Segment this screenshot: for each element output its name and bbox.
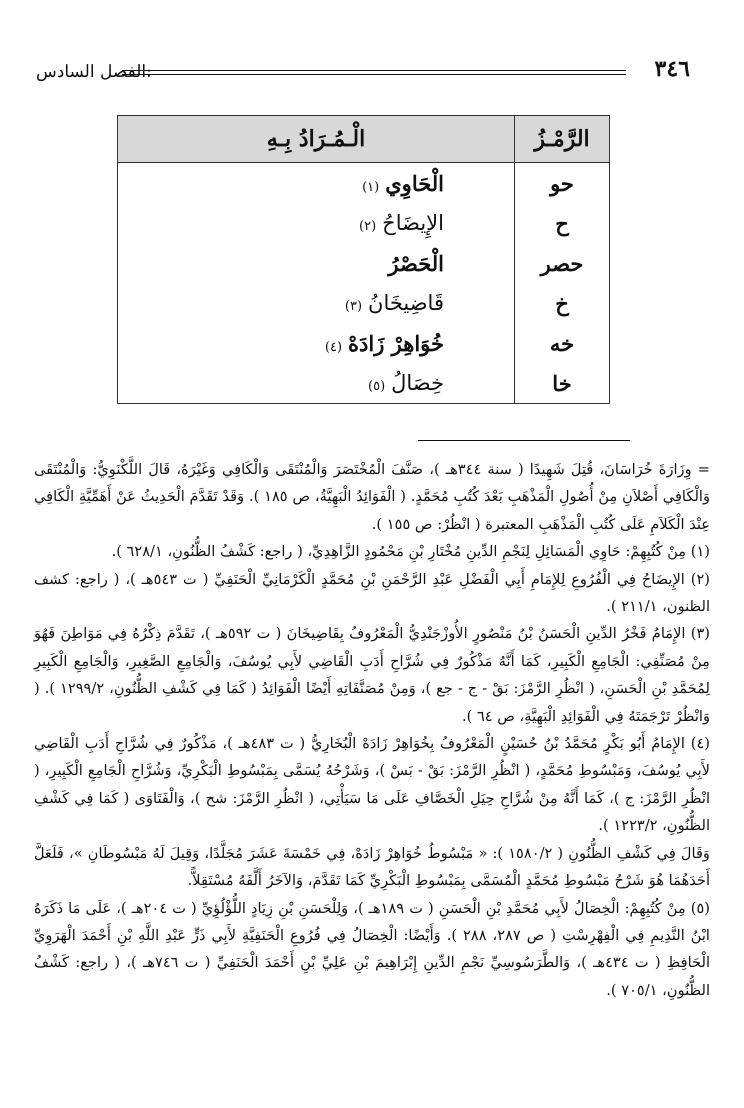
codes-table bbox=[117, 115, 610, 404]
table-row bbox=[118, 203, 610, 243]
footnote-paragraph: = وِزَارَةَ خُرَاسَانَ، قُتِلَ شَهِيدًا ( سنة ٣٤٤هـ )، صَنَّفَ الْمُخْتَصَرَ وَالْمُنْتَقَى وَالْكَافِي وَغَيْرَهُ، قَالَ اللَّكْنَوِيُّ: وَالْمُنْتَقَى وَالْكَافِي أَصْلاَنِ مِنْ أُصُولِ الْمَذْهَبِ بَعْدَ كُتُبِ مُحَمَّدٍ. ( الْفَوَائِدُ الْبَهِيَّةُ، ص ١٨٥ ). وَقَدْ تَقَدَّمَ الْحَدِيثُ عَنْ أَهَمِّيَّةِ الْكَافِي عِنْدَ الْكَلاَمِ عَلَى كُتُبِ الْمَذْهَبِ المعتبرة ( انْظُرْ: ص ١٥٥ ). bbox=[34, 461, 710, 533]
code-cell: ح bbox=[515, 203, 610, 243]
footnote-paragraph: (١) مِنْ كُتُبِهِمْ: حَاوِي الْمَسَائِلِ لِنَجْمِ الدِّينِ مُخْتَارِ بْنِ مَحْمُودٍ الزَّاهِدِيِّ، ( راجع: كَشْفُ الظُّنُونِ، ٦٢٨/١ ). bbox=[111, 543, 710, 561]
table-row bbox=[118, 163, 610, 204]
footnote-paragraph: (٥) مِنْ كُتُبِهِمْ: الْخِصَالُ لأَبِي مُحَمَّدِ بْنِ الْحَسَنِ ( ت ١٨٩هـ )، وَلِلْحَسَنِ بْنِ زِيَادٍ اللُّؤْلُؤِيِّ ( ت ٢٠٤هـ )، عَلَى مَا ذَكَرَهُ ابْنُ النَّدِيمِ فِي الْفِهْرِسْتِ ( ص ٢٨٧، ٢٨٨ ). وَأَيْضًا: الْخِصَالُ فِي فُرُوعِ الْحَنَفِيَّةِ لأَبِي ذَرٍّ عَبْدِ اللَّهِ بْنِ أَحْمَدَ الْهَرَوِيِّ الْحَافِظِ ( ت ٤٣٤هـ )، وَالطَّرَسُوسِيِّ نَجْمِ الدِّينِ إِبْرَاهِيمَ بْنِ عَلِيِّ بْنِ أَحْمَدَ الْحَنَفِيِّ ( ت ٧٤٦هـ )، ( راجع: كَشْفُ الظُّنُونِ، ٧٠٥/١ ). bbox=[34, 899, 711, 999]
meaning-cell bbox=[118, 203, 515, 243]
header-rule bbox=[122, 70, 626, 71]
footnote-paragraph: (٢) الإِيضَاحُ فِي الْفُرُوعِ لِلإِمَامِ أَبِي الْفَضْلِ عَبْدِ الرَّحْمَنِ بْنِ مُحَمَّدٍ الْكَرْمَانِيِّ الْحَنَفِيِّ ( ت ٥٤٣هـ )، ( راجع: كشف الظنون، ٢١١/١ ). bbox=[34, 570, 710, 616]
table-row bbox=[118, 283, 610, 323]
table-body bbox=[118, 163, 610, 404]
code-cell: خه bbox=[515, 323, 610, 363]
meaning-text: الإِيضَاحُ bbox=[382, 211, 444, 235]
table-row bbox=[118, 243, 610, 283]
column-header-code: الرَّمْـزُ bbox=[515, 116, 610, 163]
footnote-marker: (٣) bbox=[344, 299, 363, 314]
footnote-paragraph: (٣) الإِمَامُ فَخْرُ الدِّينِ الْحَسَنُ بْنُ مَنْصُورٍ الأُوزْجَنْدِيُّ الْمَعْرُوفُ بِقَاضِيخَانَ ( ت ٥٩٢هـ )، تَقَدَّمَ ذِكْرُهُ فِي مَوَاطِنَ فَهُوَ مِنْ مُصَنِّفِي: الْجَامِعِ الْكَبِيرِ، كَمَا أَنَّهُ مَذْكُورٌ فِي شُرَّاحِ أَدَبِ الْقَاضِي لأَبِي يُوسُفَ، وَالْجَامِعِ الصَّغِيرِ، وَالْجَامِعِ الْكَبِيرِ لِمُحَمَّدِ بْنِ الْحَسَنِ، ( انْظُرِ الرَّمْزَ: بَقْ - ج - جع )، وَمِنْ مُصَنَّفَاتِهِ أَيْضًا الْفَوَائِدُ ( كَمَا فِي كَشْفِ الظُّنُونِ، ١٢٩٩/٢ ). ( وَانْظُرْ تَرْجَمَتَهُ فِي الْفَوَائِدِ الْبَهِيَّةِ، ص ٦٤ ). bbox=[34, 625, 710, 725]
footnote-marker: (٤) bbox=[324, 339, 343, 355]
code-cell: خا bbox=[515, 363, 610, 404]
meaning-text: الْحَاوِي bbox=[385, 170, 444, 196]
page-number: ٣٤٦ bbox=[654, 56, 690, 82]
column-header-meaning: الْـمُـرَادُ بِـهِ bbox=[118, 116, 515, 163]
meaning-text: خُوَاهِرْ زَادَهْ bbox=[348, 330, 444, 356]
code-cell: حو bbox=[515, 163, 610, 204]
code-cell: خ bbox=[515, 283, 610, 323]
meaning-cell bbox=[118, 323, 515, 363]
code-cell: حصر bbox=[515, 243, 610, 283]
footnote-marker: (٢) bbox=[359, 219, 377, 234]
meaning-cell bbox=[118, 163, 515, 204]
footnote-paragraph: وَقَالَ فِي كَشْفِ الظُّنُونِ ( ١٥٨٠/٢ ): « مَبْسُوطُ خُوَاهِرْ زَادَهْ، فِي خَمْسَةَ عَشَرَ مُجَلَّدًا، وَقِيلَ لَهُ مَبْسُوطَانِ »، فَلَعَلَّ أَحَدَهُمَا هُوَ شَرْحُ مَبْسُوطِ مُحَمَّدٍ الْمُسَمَّى بِمَبْسُوطِ الْبَكْرِيِّ كَمَا تَقَدَّمَ، وَالآخَرُ أَلَّفَهُ مُسْتَقِلاًّ. bbox=[34, 844, 710, 890]
page-header bbox=[36, 56, 692, 84]
footnote-marker: (١) bbox=[362, 179, 380, 195]
meaning-cell bbox=[118, 363, 515, 404]
table-row bbox=[118, 323, 610, 363]
footnote-paragraph: (٤) الإِمَامُ أَبُو بَكْرٍ مُحَمَّدُ بْنُ حُسَيْنٍ الْمَعْرُوفُ بِخُوَاهِرْ زَادَهْ الْبُخَارِيُّ ( ت ٤٨٣هـ )، مَذْكُورٌ فِي شُرَّاحِ أَدَبِ الْقَاضِي لأَبِي يُوسُفَ، وَمَبْسُوطِ مُحَمَّدٍ، ( انْظُرِ الرَّمْزَ: بَقْ - بَسْ )، وَشَرْحُهُ يُسَمَّى بِمَبْسُوطِ الْبَكْرِيِّ، وَشُرَّاحِ الْجَامِعِ الْكَبِيرِ، ( انْظُرِ الرَّمْزَ: ج )، كَمَا أَنَّهُ مِنْ شُرَّاحِ حِيَلِ الْخَصَّافِ عَلَى مَا سَيَأْتِي، ( انْظُرِ الرَّمْزَ: شح )، وَالْفَتَاوَى ( كَمَا فِي كَشْفِ الظُّنُونِ، ١٢٢٣/٢ ). bbox=[34, 735, 710, 835]
meaning-text: خِصَالُ bbox=[391, 371, 444, 395]
meaning-text: الْحَصْرُ bbox=[388, 250, 444, 276]
table-header-row bbox=[118, 116, 610, 163]
footnotes bbox=[34, 456, 710, 1004]
meaning-cell bbox=[118, 243, 515, 283]
meaning-cell bbox=[118, 283, 515, 323]
table-row bbox=[118, 363, 610, 404]
chapter-title: الفصل السادس: bbox=[36, 62, 152, 82]
meaning-text: قَاضِيخَانُ bbox=[368, 291, 444, 315]
header-rule bbox=[122, 74, 626, 75]
footnote-marker: (٥) bbox=[368, 379, 386, 394]
footnote-separator bbox=[418, 440, 630, 441]
